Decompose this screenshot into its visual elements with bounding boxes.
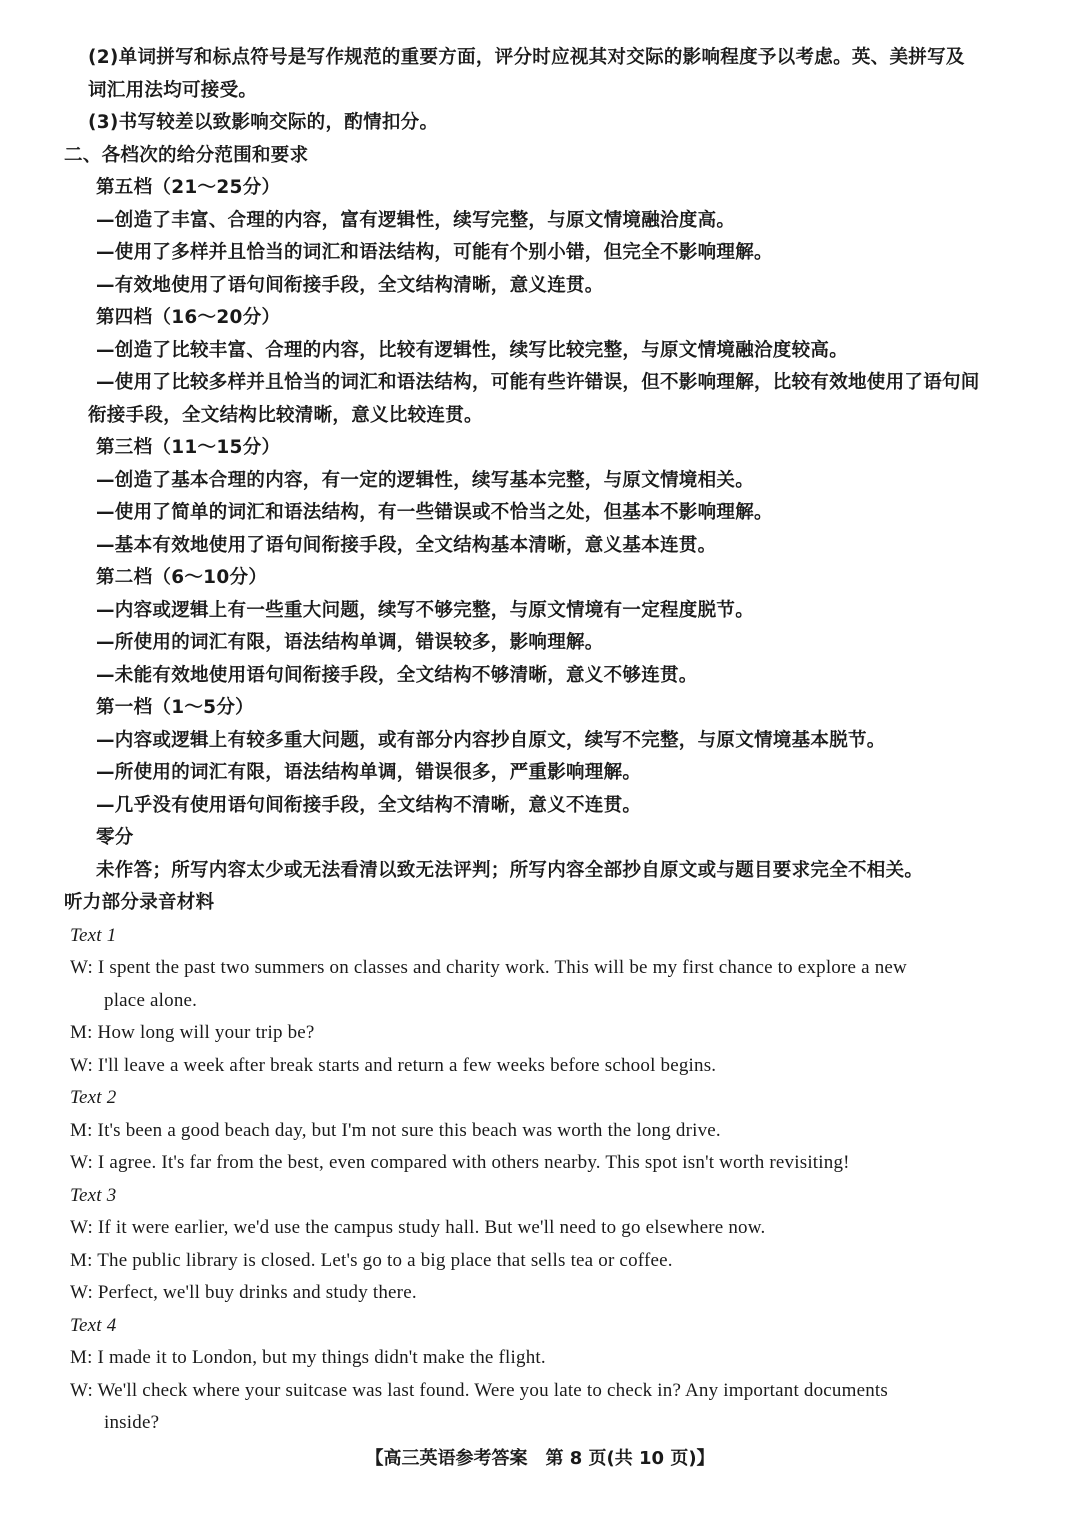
utterance: How long will your trip be? [97, 1022, 315, 1043]
utterance: If it were earlier, we'd use the campus study hall. But we'll need to go elsewhere now. [97, 1217, 766, 1238]
level-line: —使用了多样并且恰当的词汇和语法结构，可能有个别小错，但完全不影响理解。 [96, 242, 773, 263]
speaker: W [70, 1054, 88, 1076]
utterance: I'll leave a week after break starts and return a few weeks before school begins. [97, 1054, 717, 1076]
level-title: 第五档（21～25分） [96, 177, 281, 198]
level-line: —使用了简单的词汇和语法结构，有一些错误或不恰当之处，但基本不影响理解。 [96, 502, 773, 523]
level-line: —基本有效地使用了语句间衔接手段，全文结构基本清晰，意义基本连贯。 [96, 534, 717, 556]
speaker: W [70, 1152, 88, 1173]
text-title: Text 4 [70, 1314, 117, 1336]
level-line: —创造了丰富、合理的内容，富有逻辑性，续写完整，与原文情境融洽度高。 [96, 209, 736, 231]
dialogue-line-cont: inside? [104, 1412, 160, 1433]
dialogue-line: W: I agree. It's far from the best, even compared with others nearby. This spot isn't worth revisiting! [70, 1152, 850, 1173]
utterance: Perfect, we'll buy drinks and study there. [97, 1282, 417, 1303]
dialogue-line: W: Perfect, we'll buy drinks and study there. [70, 1282, 417, 1303]
dialogue-line: W: I'll leave a week after break starts and return a few weeks before school begins. [70, 1054, 717, 1076]
speaker: W [70, 1217, 88, 1238]
speaker: W [70, 957, 88, 978]
text-title: Text 1 [70, 924, 117, 946]
level-title: 第三档（11～15分） [96, 437, 281, 458]
speaker: M [70, 1119, 88, 1141]
text-title: Text 3 [70, 1184, 117, 1206]
level-4 [0, 302, 1080, 432]
level-line: —内容或逻辑上有较多重大问题，或有部分内容抄自原文，续写不完整，与原文情境基本脱节。 [96, 729, 886, 751]
rule-item-2-cont: 词汇用法均可接受。 [88, 79, 258, 101]
level-line: —所使用的词汇有限，语法结构单调，错误很多，严重影响理解。 [96, 762, 642, 783]
level-line: —未能有效地使用语句间衔接手段，全文结构不够清晰，意义不够连贯。 [96, 664, 698, 686]
level-line: —内容或逻辑上有一些重大问题，续写不够完整，与原文情境有一定程度脱节。 [96, 599, 755, 621]
level-line: —有效地使用了语句间衔接手段，全文结构清晰，意义连贯。 [96, 274, 604, 296]
level-3 [0, 432, 1080, 562]
level-line: —创造了基本合理的内容，有一定的逻辑性，续写基本完整，与原文情境相关。 [96, 469, 755, 491]
level-title: 第四档（16～20分） [96, 307, 281, 328]
level-2 [0, 562, 1080, 692]
dialogue-line: M: How long will your trip be? [70, 1022, 315, 1043]
speaker: W [70, 1282, 88, 1303]
text-title: Text 2 [70, 1087, 117, 1108]
level-line: —使用了比较多样并且恰当的词汇和语法结构，可能有些许错误，但不影响理解，比较有效地使用了语句间 [96, 372, 980, 393]
document-page [0, 42, 1080, 1440]
utterance: We'll check where your suitcase was last found. Were you late to check in? Any important documents [97, 1379, 888, 1401]
level-0 [0, 822, 1080, 887]
dialogue-line: W: I spent the past two summers on classes and charity work. This will be my first chance to explore a new [70, 957, 907, 978]
utterance: The public library is closed. Let's go to a big place that sells tea or coffee. [97, 1249, 673, 1271]
utterance: I made it to London, but my things didn't make the flight. [97, 1347, 546, 1368]
level-title: 第二档（6～10分） [96, 567, 268, 588]
level-line: —所使用的词汇有限，语法结构单调，错误较多，影响理解。 [96, 632, 604, 653]
text-2 [0, 1082, 1080, 1180]
dialogue-line: M: It's been a good beach day, but I'm not sure this beach was worth the long drive. [70, 1119, 721, 1141]
text-4 [0, 1310, 1080, 1440]
dialogue-line: M: The public library is closed. Let's go to a big place that sells tea or coffee. [70, 1249, 673, 1271]
level-title: 第一档（1～5分） [96, 697, 254, 718]
level-line: 衔接手段，全文结构比较清晰，意义比较连贯。 [88, 404, 483, 426]
dialogue-line: M: I made it to London, but my things didn't make the flight. [70, 1347, 546, 1368]
utterance: I agree. It's far from the best, even compared with others nearby. This spot isn't worth revisiting! [97, 1152, 850, 1173]
level-1 [0, 692, 1080, 822]
speaker: W [70, 1379, 88, 1401]
level-line: 未作答；所写内容太少或无法看清以致无法评判；所写内容全部抄自原文或与题目要求完全不相关。 [96, 859, 924, 881]
level-line: —创造了比较丰富、合理的内容，比较有逻辑性，续写比较完整，与原文情境融洽度较高。 [96, 339, 849, 361]
utterance: I spent the past two summers on classes and charity work. This will be my first chance to explore a new [97, 957, 907, 978]
speaker: M [70, 1022, 88, 1043]
level-5 [0, 172, 1080, 302]
dialogue-line-cont: place alone. [104, 989, 198, 1011]
text-3 [0, 1180, 1080, 1310]
section-heading: 二、各档次的给分范围和要求 [64, 144, 309, 166]
listening-heading: 听力部分录音材料 [64, 892, 215, 913]
page-footer: 【高三英语参考答案 第 8 页(共 10 页)】 [365, 1448, 715, 1469]
level-title: 零分 [96, 827, 134, 848]
dialogue-line: W: We'll check where your suitcase was last found. Were you late to check in? Any important documents [70, 1379, 888, 1401]
level-line: —几乎没有使用语句间衔接手段，全文结构不清晰，意义不连贯。 [96, 794, 642, 816]
dialogue-line: W: If it were earlier, we'd use the campus study hall. But we'll need to go elsewhere now. [70, 1217, 766, 1238]
utterance: It's been a good beach day, but I'm not sure this beach was worth the long drive. [97, 1119, 721, 1141]
text-1 [0, 920, 1080, 1083]
speaker: M [70, 1347, 88, 1368]
rule-item-3: (3)书写较差以致影响交际的，酌情扣分。 [88, 112, 439, 133]
rule-item-2: (2)单词拼写和标点符号是写作规范的重要方面，评分时应视其对交际的影响程度予以考虑。英、美拼写及 [88, 47, 965, 68]
speaker: M [70, 1249, 88, 1271]
